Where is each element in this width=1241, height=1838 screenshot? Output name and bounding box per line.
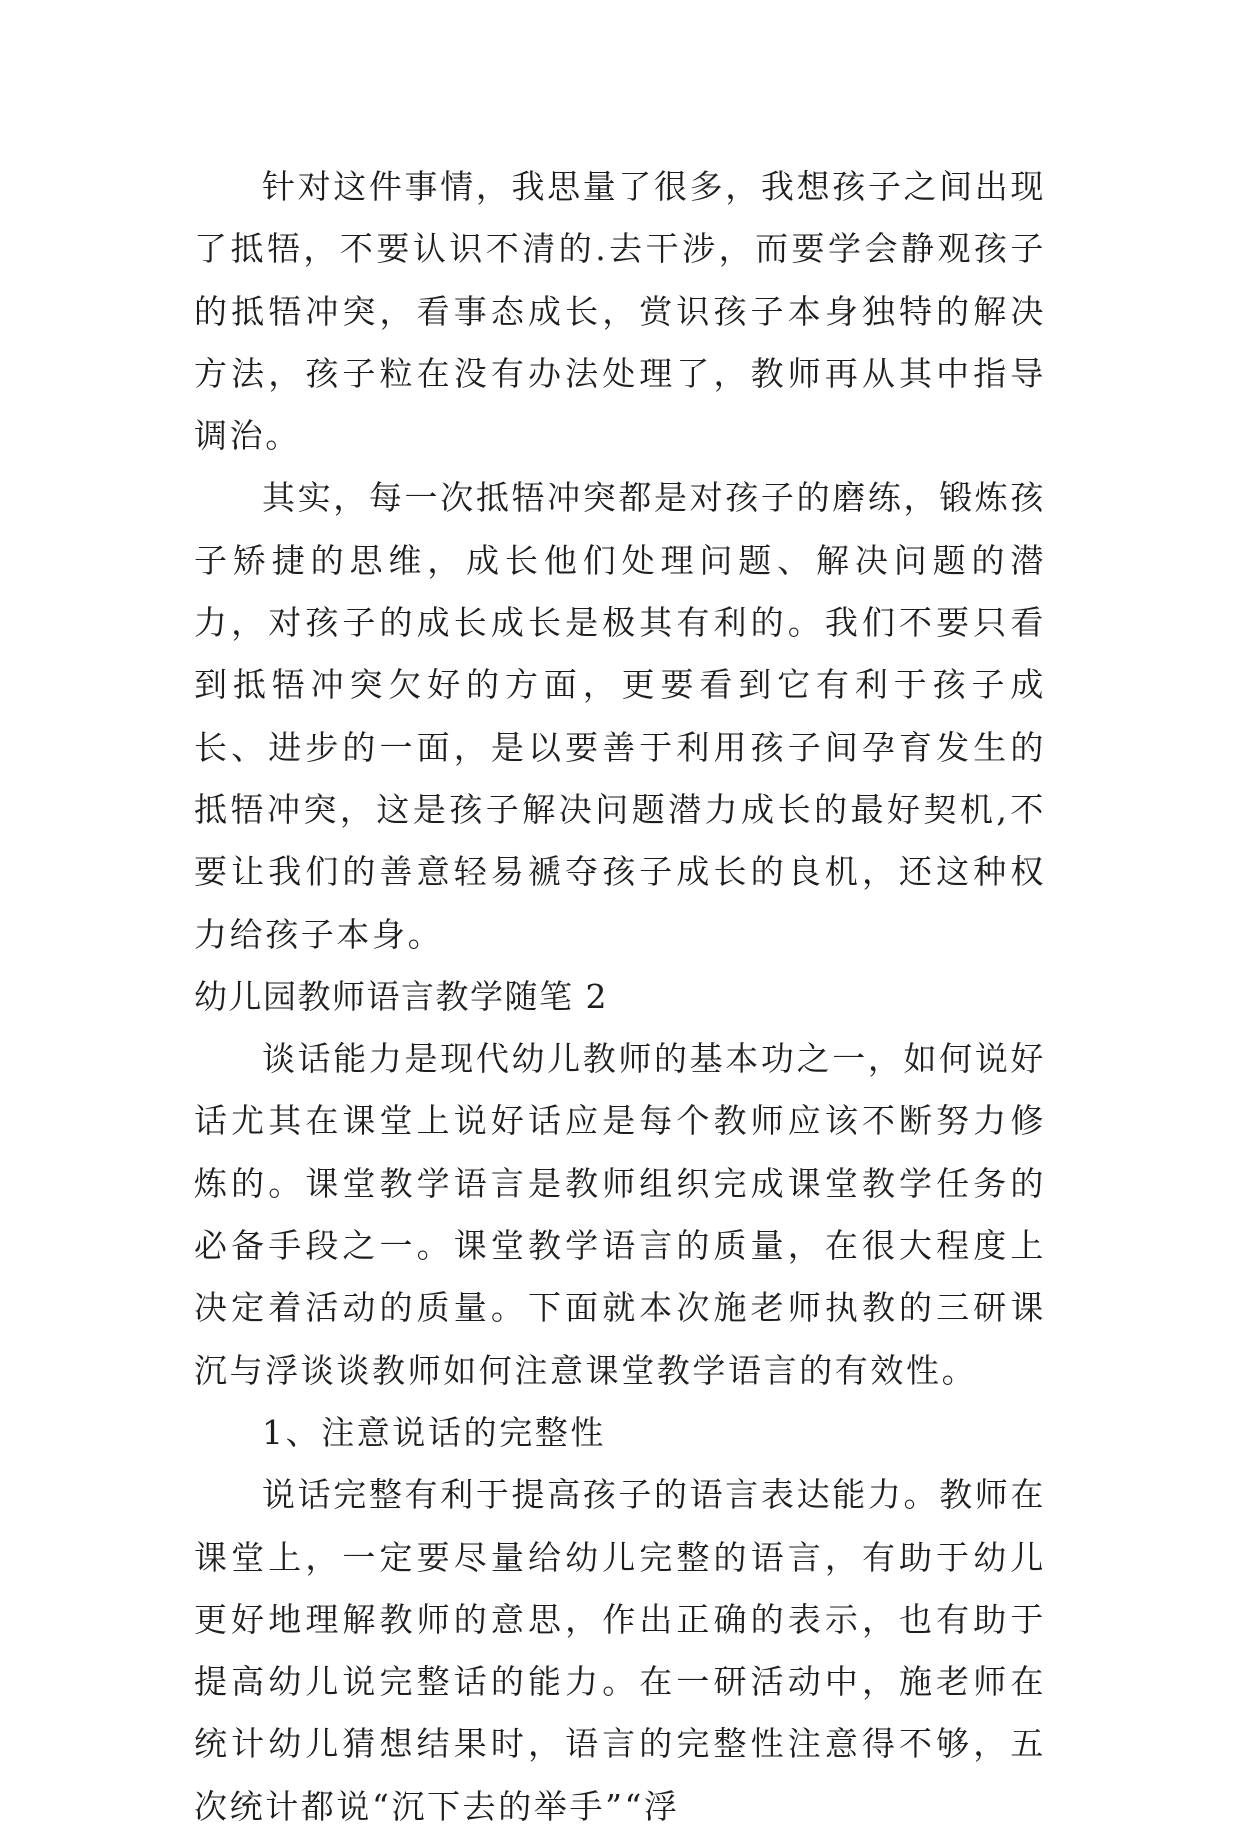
- paragraph-completeness: 说话完整有利于提高孩子的语言表达能力。教师在课堂上，一定要尽量给幼儿完整的语言，有助于幼儿更好地理解教师的意思，作出正确的表示，也有助于提高幼儿说完整话的能力。在一研活动中，施老师在统计幼儿猜想结果时，语言的完整性注意得不够，五次统计都说“沉下去的举手”“浮: [194, 1475, 1046, 1826]
- paragraph-conflict-value: 其实，每一次抵牾冲突都是对孩子的磨练，锻炼孩子矫捷的思维，成长他们处理问题、解决问题的潜力，对孩子的成长成长是极其有利的。我们不要只看到抵牾冲突欠好的方面，更要看到它有利于孩子成长、进步的一面，是以要善于利用孩子间孕育发生的抵牾冲突，这是孩子解决问题潜力成长的最好契机,不要让我们的善意轻易褫夺孩子成长的良机，还这种权力给孩子本身。: [194, 478, 1046, 954]
- section-heading: 幼儿园教师语言教学随笔 2: [194, 976, 608, 1016]
- paragraph-reflection: 针对这件事情，我思量了很多，我想孩子之间出现了抵牾，不要认识不清的.去干涉，而要学会静观孩子的抵牾冲突，看事态成长，赏识孩子本身独特的解决方法，孩子粒在没有办法处理了，教师再从其中指导调治。: [194, 167, 1046, 456]
- paragraph-speaking-ability: 谈话能力是现代幼儿教师的基本功之一，如何说好话尤其在课堂上说好话应是每个教师应该不断努力修炼的。课堂教学语言是教师组织完成课堂教学任务的必备手段之一。课堂教学语言的质量，在很大程度上决定着活动的质量。下面就本次施老师执教的三研课沉与浮谈谈教师如何注意课堂教学语言的有效性。: [194, 1039, 1046, 1390]
- document-body: [194, 156, 1046, 1838]
- subheading-completeness: 1、注意说话的完整性: [262, 1412, 606, 1452]
